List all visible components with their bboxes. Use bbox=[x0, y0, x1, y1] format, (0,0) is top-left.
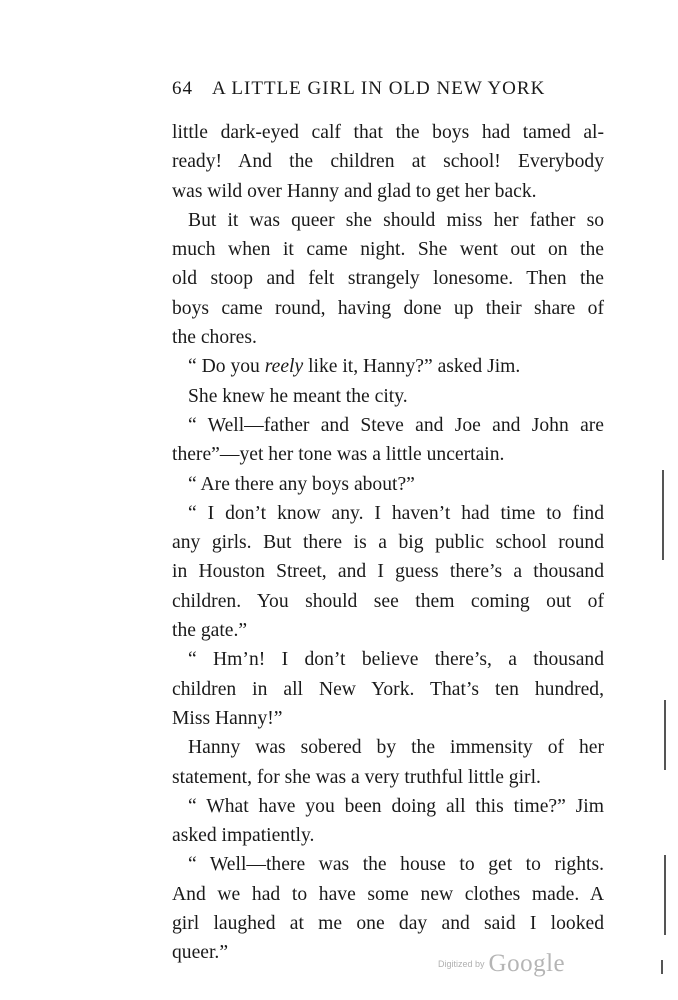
text-line: “ Hm’n! I don’t believe there’s, a thousand bbox=[188, 649, 604, 671]
page-edge-mark bbox=[664, 855, 666, 935]
text-line: much when it came night. She went out on the bbox=[172, 239, 604, 261]
text-line: children in all New York. That’s ten hundred, bbox=[172, 678, 604, 700]
page-number: 64 bbox=[172, 78, 193, 99]
body-text bbox=[172, 118, 604, 968]
text-line: the chores. bbox=[172, 327, 257, 349]
running-head bbox=[172, 78, 604, 100]
text-line: in Houston Street, and I guess there’s a thousand bbox=[172, 561, 604, 583]
text-line: statement, for she was a very truthful little girl. bbox=[172, 766, 541, 788]
page-edge-mark bbox=[662, 470, 664, 560]
text-line: girl laughed at me one day and said I looked bbox=[172, 913, 604, 935]
text-line: asked impatiently. bbox=[172, 825, 315, 847]
text-line: “ What have you been doing all this time?” Jim bbox=[188, 795, 604, 817]
text-line: ready! And the children at school! Everybody bbox=[172, 151, 604, 173]
text-line: old stoop and felt strangely lonesome. Then the bbox=[172, 268, 604, 290]
text-line: there”—yet her tone was a little uncertain. bbox=[172, 444, 505, 466]
google-logo: Google bbox=[488, 950, 566, 977]
text-line: little dark-eyed calf that the boys had tamed al- bbox=[172, 122, 604, 143]
text-line: boys came round, having done up their share of bbox=[172, 297, 604, 319]
text-line: “ Do you reely like it, Hanny?” asked Jim. bbox=[188, 356, 521, 378]
page-edge-mark bbox=[661, 960, 663, 974]
text-line: And we had to have some new clothes made. A bbox=[172, 883, 604, 905]
text-line: “ Well—father and Steve and Joe and John are bbox=[188, 414, 604, 436]
page-edge-mark bbox=[664, 700, 666, 770]
text-line: queer.” bbox=[172, 942, 229, 964]
text-line: Miss Hanny!” bbox=[172, 707, 283, 729]
text-line: was wild over Hanny and glad to get her back. bbox=[172, 180, 537, 202]
text-line: “ I don’t know any. I haven’t had time to find bbox=[188, 502, 604, 524]
italic-word: reely bbox=[264, 356, 304, 378]
text-line: children. You should see them coming out of bbox=[172, 590, 604, 612]
text-line: any girls. But there is a big public school round bbox=[172, 532, 604, 554]
text-line: the gate.” bbox=[172, 620, 248, 642]
text-line: Hanny was sobered by the immensity of her bbox=[188, 737, 604, 759]
watermark-prefix: Digitized by bbox=[438, 959, 485, 969]
digitized-by-google-watermark bbox=[438, 950, 598, 980]
text-line: “ Are there any boys about?” bbox=[188, 473, 415, 495]
text-line: “ Well—there was the house to get to rights. bbox=[188, 854, 604, 876]
running-title: A LITTLE GIRL IN OLD NEW YORK bbox=[212, 78, 546, 99]
text-line: She knew he meant the city. bbox=[188, 385, 408, 407]
text-line: But it was queer she should miss her father so bbox=[188, 209, 604, 231]
